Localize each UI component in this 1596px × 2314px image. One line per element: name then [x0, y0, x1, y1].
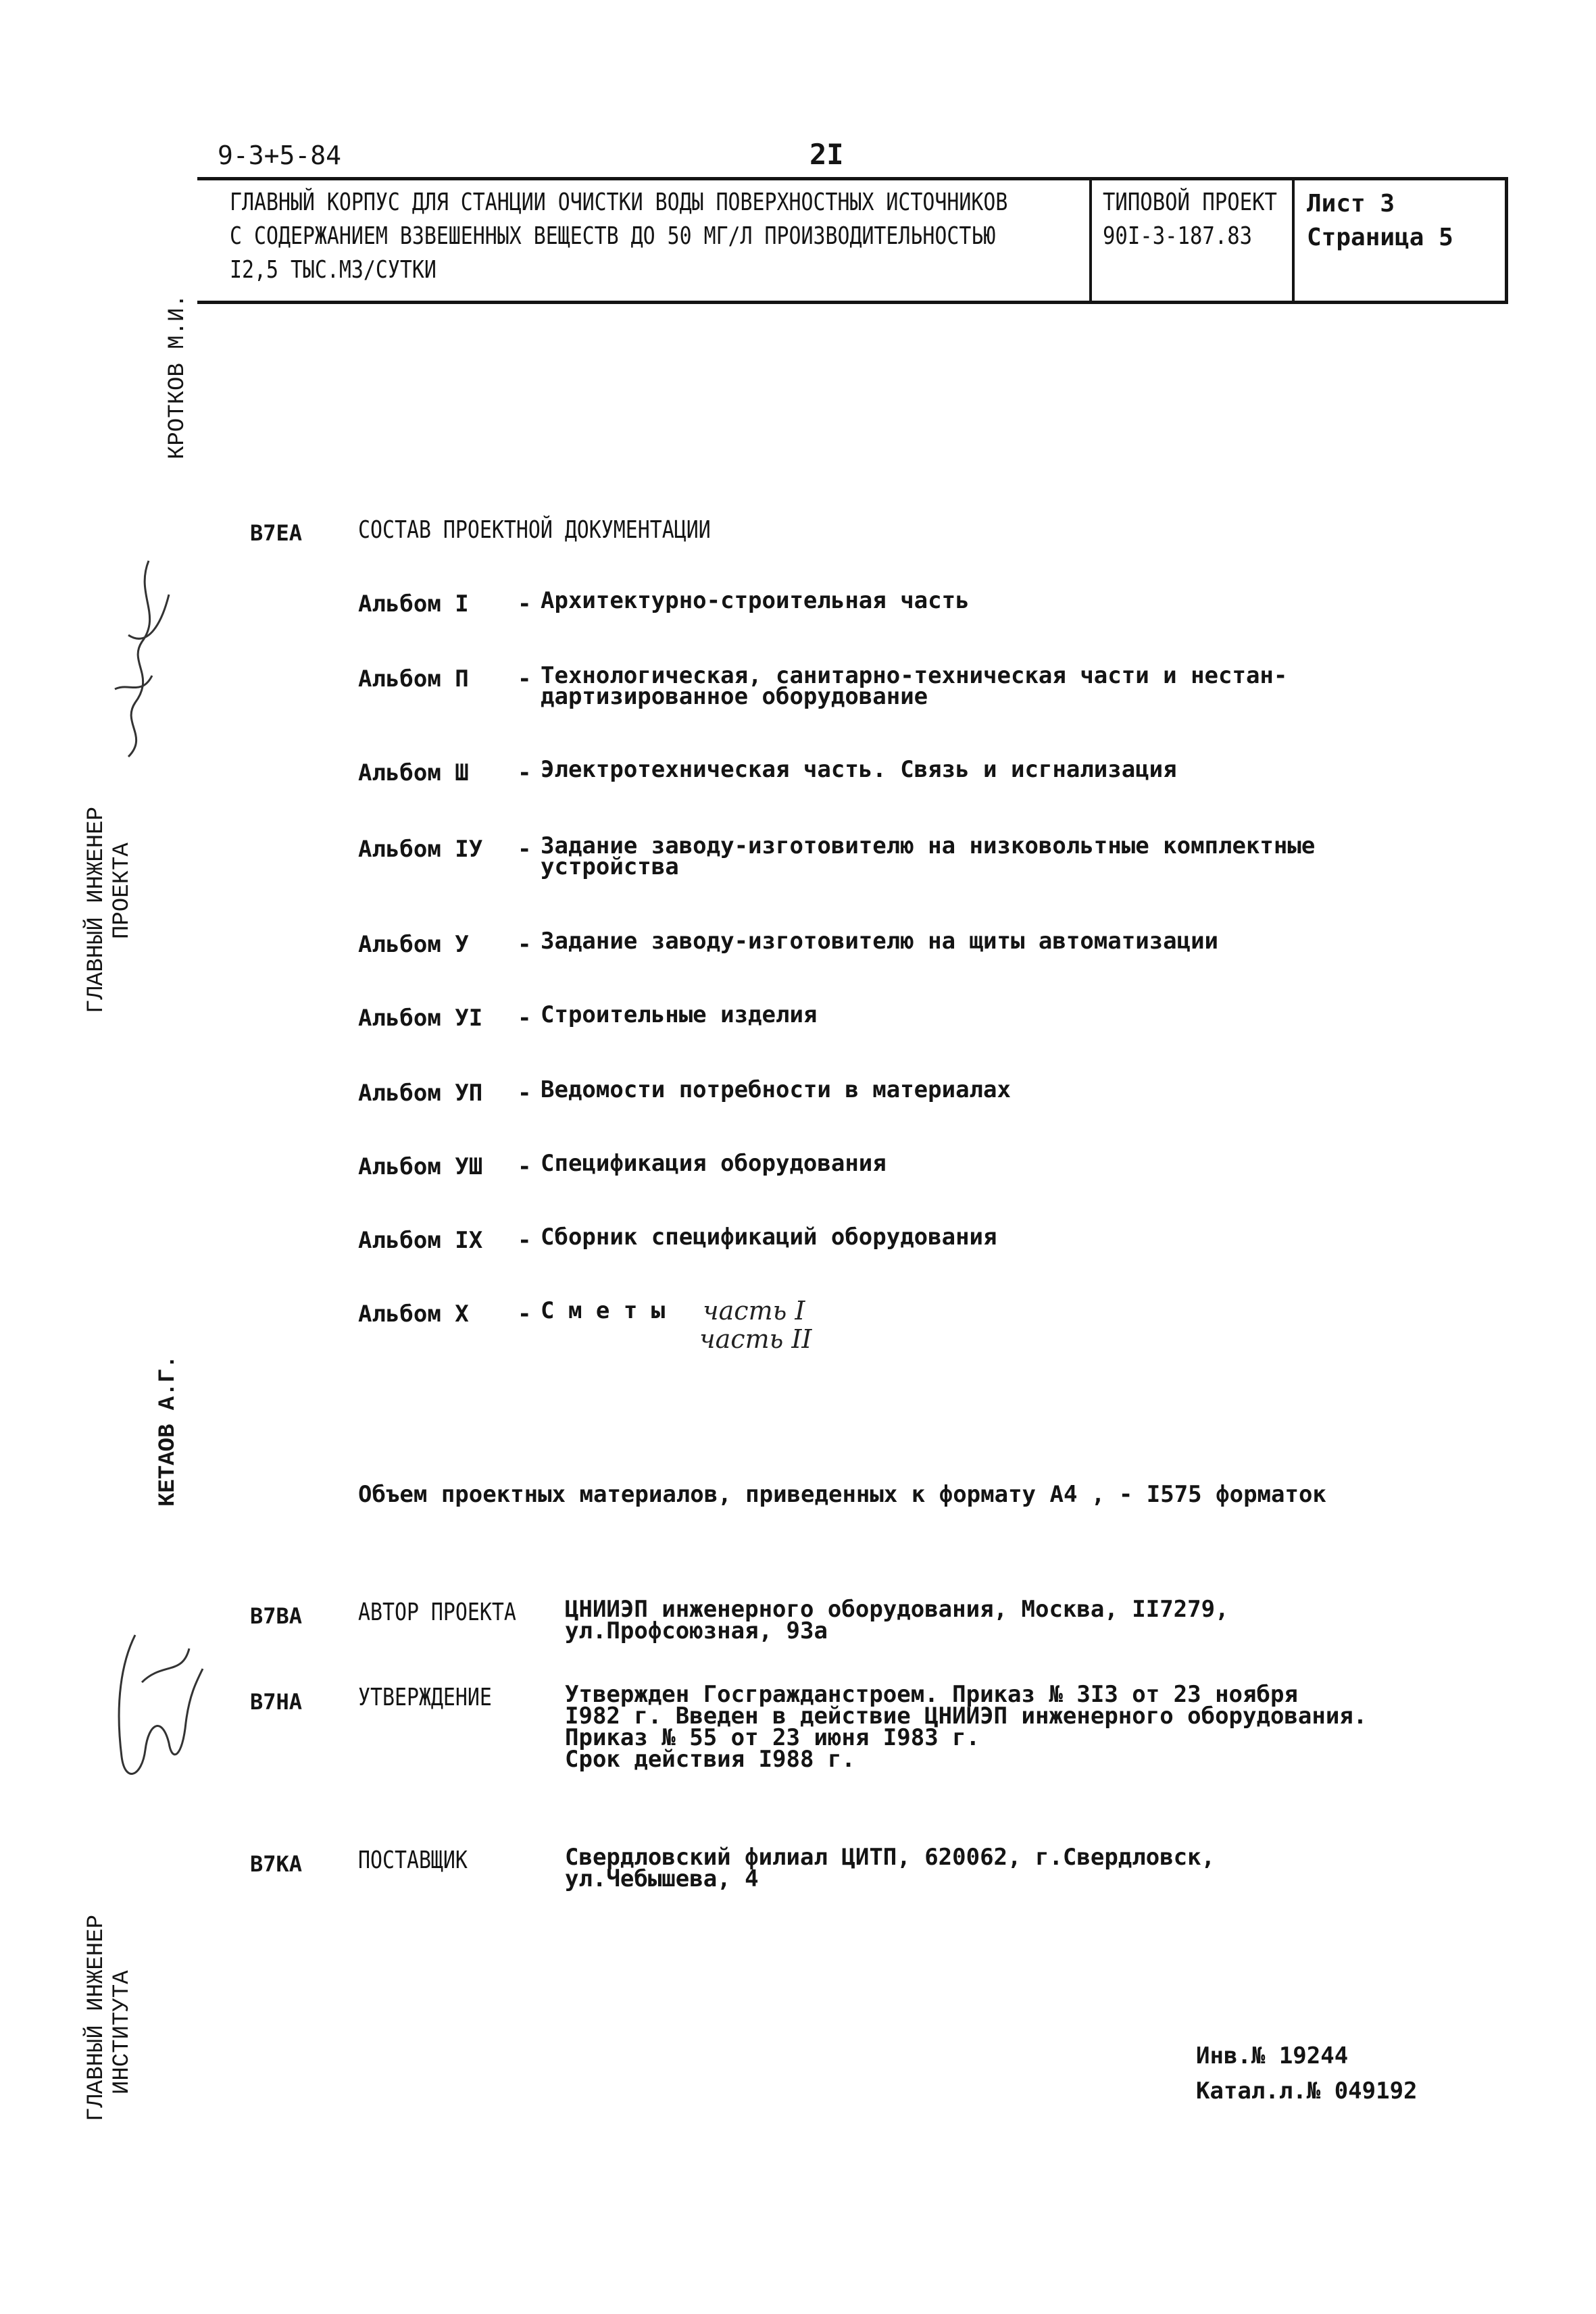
page-label: Страница 5 [1307, 224, 1453, 251]
info-line: Утвержден Госгражданстроем. Приказ № 3I3 от 23 ноября [565, 1681, 1298, 1708]
album-dash: - [518, 1301, 532, 1328]
album-description: Задание заводу-изготовителю на щиты автоматизации [541, 928, 1219, 955]
album-name: Альбом IУ [358, 836, 483, 863]
album-description: С м е т ы [541, 1297, 666, 1324]
title-block [197, 177, 1508, 304]
album-description: Спецификация оборудования [541, 1150, 887, 1177]
sheet-number: Лист 3 [1307, 190, 1395, 218]
album-dash: - [518, 759, 532, 786]
album-description: дартизированное оборудование [541, 683, 928, 710]
title-line: I2,5 ТЫС.М3/СУТКИ [230, 256, 437, 284]
project-number: 90I-3-187.83 [1103, 222, 1253, 250]
info-line: ул.Профсоюзная, 93а [565, 1617, 828, 1644]
handwritten-part: часть II [699, 1324, 812, 1354]
title-line: С СОДЕРЖАНИЕМ ВЗВЕШЕННЫХ ВЕЩЕСТВ ДО 50 МГ/Л ПРОИЗВОДИТЕЛЬНОСТЬЮ [230, 222, 996, 250]
album-name: Альбом УШ [358, 1153, 483, 1180]
section-label: УТВЕРЖДЕНИЕ [358, 1684, 492, 1711]
section-label: ПОСТАВЩИК [358, 1846, 468, 1874]
info-line: Срок действия I988 г. [565, 1746, 855, 1773]
album-dash: - [518, 1153, 532, 1180]
album-dash: - [518, 590, 532, 618]
signatory-name: КЕТАОВ А.Г. [155, 1355, 181, 1507]
album-dash: - [518, 665, 532, 693]
section-code: В7ЕА [250, 520, 303, 546]
album-description: Задание заводу-изготовителю на низковольтные комплектные [541, 832, 1316, 859]
section-heading: СОСТАВ ПРОЕКТНОЙ ДОКУМЕНТАЦИИ [358, 516, 711, 544]
page-number: 2I [809, 138, 844, 171]
signature-image [88, 554, 182, 777]
album-name: Альбом IХ [358, 1227, 483, 1254]
signatory-role: ГЛАВНЫЙ ИНЖЕНЕР [84, 806, 109, 1013]
album-dash: - [518, 1227, 532, 1254]
signature-image [95, 1621, 209, 1797]
info-line: Свердловский филиал ЦИТП, 620062, г.Свердловск, [565, 1844, 1216, 1871]
album-description: Сборник спецификаций оборудования [541, 1224, 997, 1251]
document-code: 9-3+5-84 [218, 141, 342, 170]
album-description: Архитектурно-строительная часть [541, 587, 970, 614]
info-line: I982 г. Введен в действие ЦНИИЭП инженерного оборудования. [565, 1703, 1368, 1730]
album-name: Альбом I [358, 590, 469, 618]
album-description: устройства [541, 853, 679, 880]
album-name: Альбом УП [358, 1080, 483, 1107]
volume-statement: Объем проектных материалов, приведенных к формату А4 , - I575 форматок [358, 1481, 1326, 1508]
signatory-name: КРОТКОВ М.И. [165, 294, 191, 459]
album-name: Альбом У [358, 931, 469, 958]
info-line: ул.Чебышева, 4 [565, 1865, 759, 1892]
handwritten-part: часть I [703, 1296, 805, 1326]
album-dash: - [518, 1080, 532, 1107]
inventory-number: Инв.№ 19244 [1196, 2042, 1349, 2069]
signatory-role: ГЛАВНЫЙ ИНЖЕНЕР [84, 1914, 109, 2121]
album-description: Технологическая, санитарно-техническая части и нестан- [541, 662, 1288, 689]
signatory-role: ИНСТИТУТА [109, 1970, 135, 2094]
album-name: Альбом П [358, 665, 469, 693]
album-name: Альбом Ш [358, 759, 469, 786]
section-code: В7НА [250, 1689, 303, 1715]
project-label: ТИПОВОЙ ПРОЕКТ [1103, 188, 1277, 216]
section-code: В7КА [250, 1851, 303, 1877]
album-name: Альбом Х [358, 1301, 469, 1328]
album-name: Альбом УI [358, 1005, 483, 1032]
album-description: Ведомости потребности в материалах [541, 1076, 1011, 1103]
section-label: АВТОР ПРОЕКТА [358, 1599, 516, 1626]
album-description: Строительные изделия [541, 1001, 818, 1028]
catalog-number: Катал.л.№ 049192 [1196, 2078, 1418, 2105]
album-dash: - [518, 836, 532, 863]
title-block-divider [1292, 180, 1295, 301]
album-dash: - [518, 931, 532, 958]
signatory-role: ПРОЕКТА [109, 842, 135, 939]
info-line: ЦНИИЭП инженерного оборудования, Москва, II7279, [565, 1596, 1229, 1623]
album-description: Электротехническая часть. Связь и исгнализация [541, 756, 1177, 783]
section-code: В7ВА [250, 1603, 303, 1629]
album-dash: - [518, 1005, 532, 1032]
title-line: ГЛАВНЫЙ КОРПУС ДЛЯ СТАНЦИИ ОЧИСТКИ ВОДЫ ПОВЕРХНОСТНЫХ ИСТОЧНИКОВ [230, 188, 1008, 216]
title-block-divider [1089, 180, 1092, 301]
info-line: Приказ № 55 от 23 июня I983 г. [565, 1724, 980, 1751]
